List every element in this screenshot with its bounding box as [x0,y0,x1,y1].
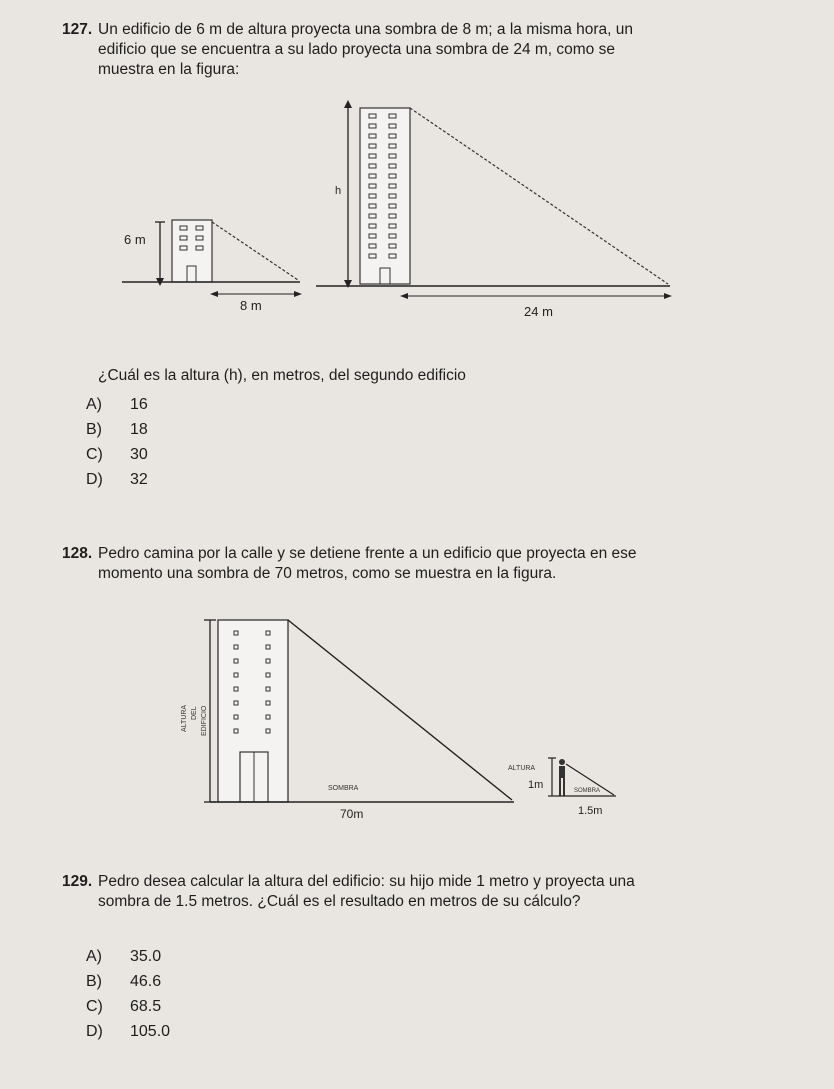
option-d[interactable]: D) 32 [86,471,148,488]
option-a[interactable]: A) 35.0 [86,948,162,965]
small-shadow-label: 8 m [240,298,262,313]
small-height-label: 6 m [124,232,146,247]
q128-statement [62,544,822,584]
height-label-2: DEL [191,706,198,720]
tall-shadow-label: 24 m [524,304,553,319]
q127-number: 127. [62,21,93,38]
child-icon [559,759,565,796]
q128-building [218,620,288,802]
q127-line2: edificio que se encuentra a su lado proyecta una sombra de 24 m, como se [98,41,615,58]
q127-question: ¿Cuál es la altura (h), en metros, del segundo edificio [98,367,466,384]
q127-line1: Un edificio de 6 m de altura proyecta una sombra de 8 m; a la misma hora, un [98,21,634,38]
q128-figure [0,590,834,840]
q127-options [86,396,148,496]
shadow-word: SOMBRA [328,785,359,792]
tall-height-label: h [335,185,342,197]
q129-line2: sombra de 1.5 metros. ¿Cuál es el resultado en metros de su cálculo? [98,893,581,910]
q129-statement [62,872,822,912]
child-height-word: ALTURA [508,765,536,772]
tall-building [360,108,410,284]
option-b[interactable]: B) 18 [86,421,148,438]
small-shadow-ray [212,222,298,280]
child-shadow-value: 1.5m [578,805,603,817]
q129-options [86,948,170,1048]
q128-shadow-ray [288,620,512,800]
child-shadow-word: SOMBRA [574,788,601,794]
option-a[interactable]: A) 16 [86,396,148,413]
option-c[interactable]: C) 68.5 [86,998,162,1015]
option-c[interactable]: C) 30 [86,446,148,463]
option-b[interactable]: B) 46.6 [86,973,162,990]
child-height-value: 1m [528,779,544,791]
q127-line3: muestra en la figura: [98,61,240,78]
shadow-value: 70m [340,807,364,821]
small-building [172,220,212,282]
q127-figure [0,0,834,340]
tall-shadow-ray [410,108,668,284]
height-label-1: ALTURA [181,704,188,732]
q128-line1: Pedro camina por la calle y se detiene frente a un edificio que proyecta en ese [98,545,637,562]
q129-number: 129. [62,873,93,890]
q129-line1: Pedro desea calcular la altura del edificio: su hijo mide 1 metro y proyecta una [98,873,635,890]
option-d[interactable]: D) 105.0 [86,1023,171,1040]
height-label-3: EDIFICIO [201,705,208,736]
q128-number: 128. [62,545,93,562]
q128-line2: momento una sombra de 70 metros, como se muestra en la figura. [98,565,557,582]
